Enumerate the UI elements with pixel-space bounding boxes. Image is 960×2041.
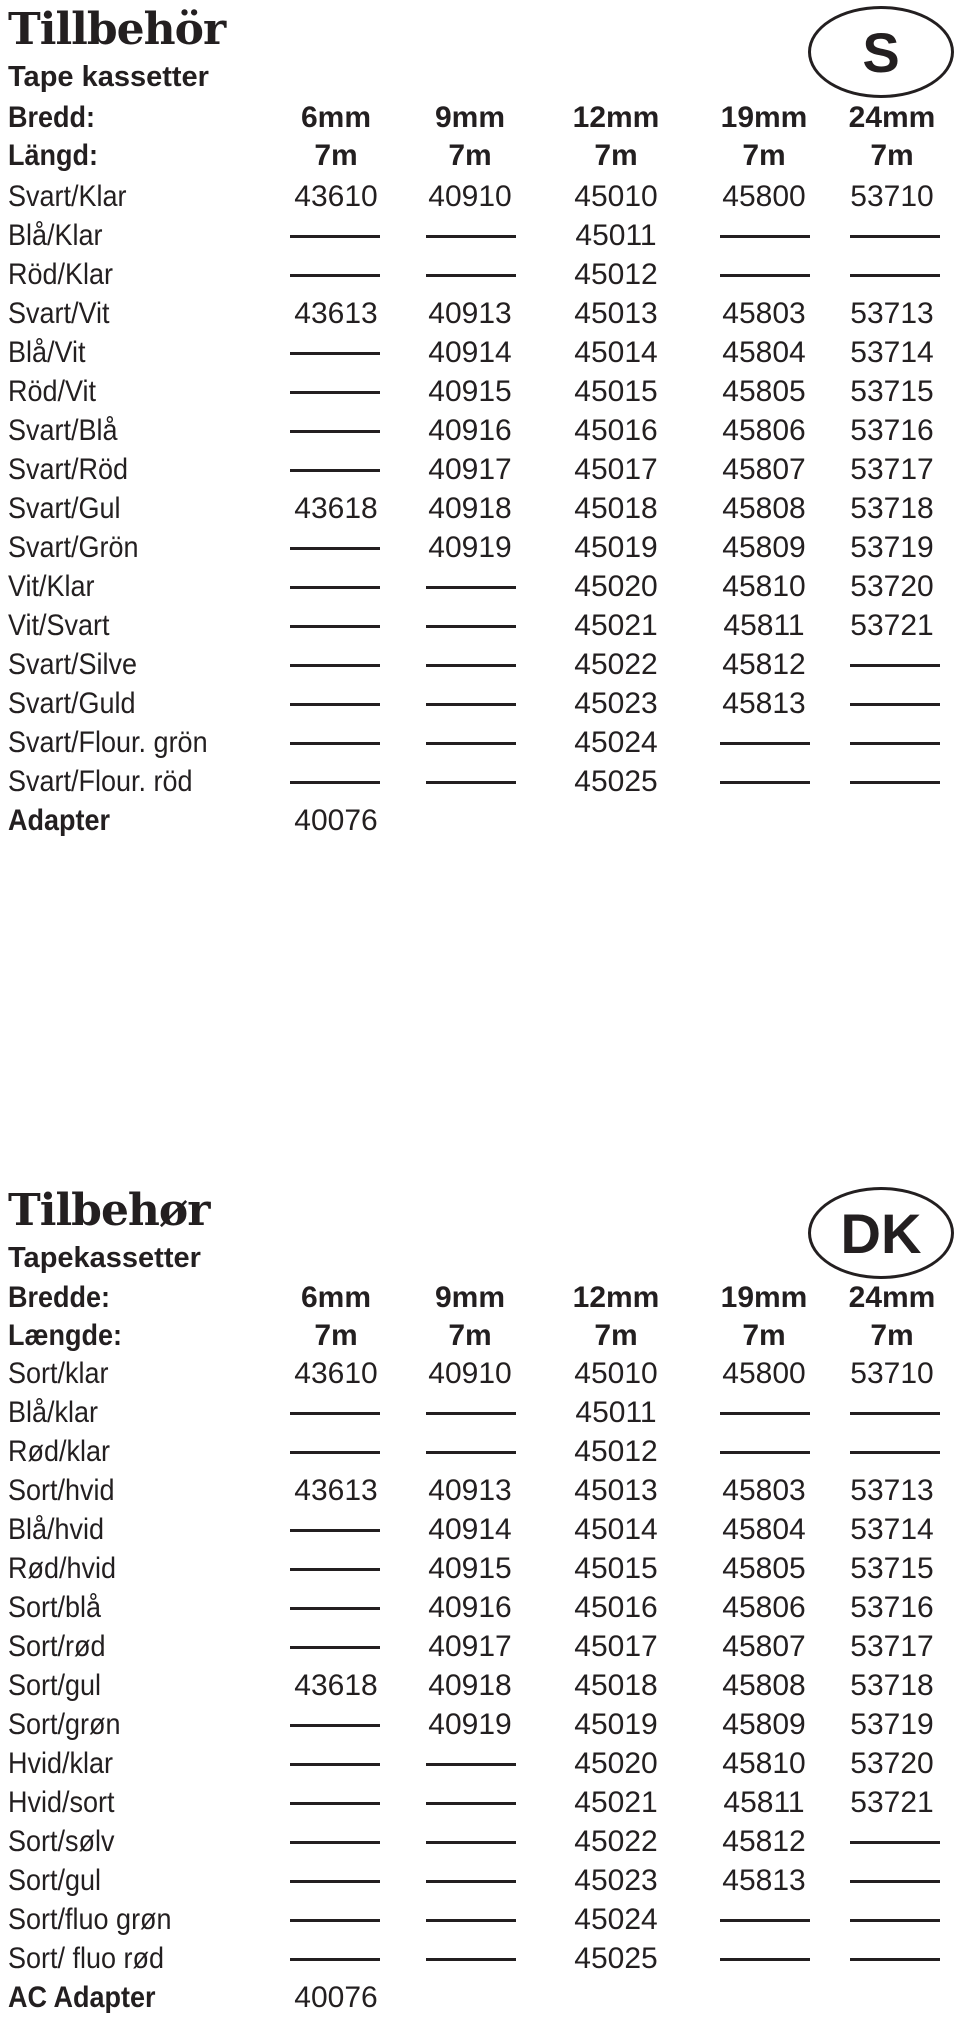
not-available-dash [290, 352, 380, 355]
not-available-dash [426, 586, 516, 589]
article-number: 53714 [850, 336, 934, 369]
article-number: 40917 [428, 453, 512, 486]
article-number: 45024 [574, 726, 658, 759]
article-number: 45022 [574, 648, 658, 681]
article-number: 40919 [428, 1708, 512, 1741]
article-number: 53720 [850, 1747, 934, 1780]
article-number: 53710 [850, 1357, 934, 1390]
color-label: Sort/ fluo rød [8, 1942, 165, 1975]
not-available-dash [720, 1412, 810, 1415]
article-number: 53713 [850, 297, 934, 330]
table-row [0, 1627, 960, 1666]
not-available-dash [290, 1841, 380, 1844]
article-number: 43618 [294, 1669, 378, 1702]
color-label: Rød/hvid [8, 1552, 117, 1585]
width-header-cell: 9mm [434, 101, 506, 134]
table-row [0, 1900, 960, 1939]
not-available-dash [426, 1802, 516, 1805]
article-number: 53721 [850, 1786, 934, 1819]
color-label: Vit/Klar [8, 570, 95, 603]
table-row [0, 1432, 960, 1471]
length-header-row [0, 1316, 960, 1355]
adapter-article-number: 40076 [294, 1981, 378, 2014]
not-available-dash [426, 625, 516, 628]
not-available-dash [850, 1919, 940, 1922]
not-available-dash [720, 1451, 810, 1454]
not-available-dash [290, 1919, 380, 1922]
article-number: 45024 [574, 1903, 658, 1936]
length-header-cell: 7m [742, 139, 786, 172]
article-number: 53716 [850, 414, 934, 447]
table-row [0, 333, 960, 372]
adapter-row [0, 1978, 960, 2017]
color-label: Sort/gul [8, 1669, 102, 1702]
article-number: 43613 [294, 1474, 378, 1507]
color-label: Sort/fluo grøn [8, 1903, 172, 1936]
table-row [0, 1393, 960, 1432]
not-available-dash [290, 1451, 380, 1454]
article-number: 40918 [428, 492, 512, 525]
article-number: 45810 [722, 570, 806, 603]
article-number: 45019 [574, 1708, 658, 1741]
article-number: 43618 [294, 492, 378, 525]
article-number: 45020 [574, 570, 658, 603]
not-available-dash [720, 781, 810, 784]
article-number: 40913 [428, 1474, 512, 1507]
article-number: 45022 [574, 1825, 658, 1858]
not-available-dash [290, 430, 380, 433]
color-label: Röd/Vit [8, 375, 97, 408]
article-number: 45812 [722, 1825, 806, 1858]
article-number: 40914 [428, 336, 512, 369]
not-available-dash [720, 1958, 810, 1961]
length-header-cell: 7m [594, 1319, 638, 1352]
not-available-dash [290, 547, 380, 550]
table-row [0, 372, 960, 411]
color-label: Röd/Klar [8, 258, 114, 291]
article-number: 45018 [574, 492, 658, 525]
article-number: 53720 [850, 570, 934, 603]
table-row [0, 762, 960, 801]
article-number: 40917 [428, 1630, 512, 1663]
table-row [0, 1861, 960, 1900]
length-header-cell: 7m [448, 1319, 492, 1352]
article-number: 45025 [574, 1942, 658, 1975]
country-code: DK [840, 1201, 922, 1265]
article-number: 45807 [722, 453, 806, 486]
color-label: Vit/Svart [8, 609, 110, 642]
not-available-dash [850, 742, 940, 745]
length-header-row [0, 136, 960, 175]
not-available-dash [426, 664, 516, 667]
table-row [0, 1549, 960, 1588]
not-available-dash [290, 1529, 380, 1532]
article-number: 53717 [850, 1630, 934, 1663]
not-available-dash [426, 781, 516, 784]
not-available-dash [290, 391, 380, 394]
article-number: 45019 [574, 531, 658, 564]
color-label: Sort/blå [8, 1591, 102, 1624]
not-available-dash [426, 1841, 516, 1844]
color-label: Svart/Guld [8, 687, 136, 720]
table-row [0, 1666, 960, 1705]
not-available-dash [426, 1763, 516, 1766]
article-number: 45812 [722, 648, 806, 681]
article-number: 45809 [722, 1708, 806, 1741]
length-header-cell: 7m [870, 1319, 914, 1352]
article-number: 45808 [722, 492, 806, 525]
not-available-dash [290, 1763, 380, 1766]
article-number: 53721 [850, 609, 934, 642]
article-number: 45020 [574, 1747, 658, 1780]
article-number: 45813 [722, 687, 806, 720]
article-number: 45021 [574, 609, 658, 642]
table-row [0, 567, 960, 606]
width-header-cell: 12mm [572, 1281, 660, 1314]
not-available-dash [426, 274, 516, 277]
article-number: 43610 [294, 1357, 378, 1390]
section-title: Tilbehør [8, 1185, 210, 1236]
article-number: 40916 [428, 1591, 512, 1624]
width-header-cell: 19mm [720, 1281, 808, 1314]
article-number: 45015 [574, 1552, 658, 1585]
not-available-dash [850, 781, 940, 784]
table-row [0, 1783, 960, 1822]
not-available-dash [290, 1880, 380, 1883]
article-number: 45811 [723, 1786, 805, 1819]
article-number: 45806 [722, 414, 806, 447]
not-available-dash [850, 235, 940, 238]
article-number: 45013 [574, 1474, 658, 1507]
width-header-cell: 6mm [300, 1281, 372, 1314]
article-number: 45809 [722, 531, 806, 564]
length-header-cell: 7m [314, 139, 358, 172]
article-number: 53710 [850, 180, 934, 213]
article-number: 45805 [722, 375, 806, 408]
article-number: 45800 [722, 1357, 806, 1390]
width-header-cell: 12mm [572, 101, 660, 134]
length-label: Længde: [8, 1319, 122, 1352]
article-number: 45813 [722, 1864, 806, 1897]
article-number: 45013 [574, 297, 658, 330]
color-label: Svart/Flour. röd [8, 765, 193, 798]
color-label: Blå/klar [8, 1396, 99, 1429]
not-available-dash [850, 1958, 940, 1961]
not-available-dash [850, 664, 940, 667]
not-available-dash [850, 1412, 940, 1415]
article-number: 53718 [850, 492, 934, 525]
color-label: Svart/Gul [8, 492, 121, 525]
article-number: 45805 [722, 1552, 806, 1585]
not-available-dash [850, 274, 940, 277]
adapter-article-number: 40076 [294, 804, 378, 837]
table-row [0, 411, 960, 450]
color-label: Rød/klar [8, 1435, 111, 1468]
length-header-cell: 7m [742, 1319, 786, 1352]
color-label: Sort/hvid [8, 1474, 115, 1507]
table-row [0, 450, 960, 489]
article-number: 53719 [850, 1708, 934, 1741]
color-label: Hvid/sort [8, 1786, 115, 1819]
table-row [0, 489, 960, 528]
article-number: 45808 [722, 1669, 806, 1702]
color-label: Svart/Klar [8, 180, 127, 213]
article-number: 45016 [574, 414, 658, 447]
article-number: 45804 [722, 1513, 806, 1546]
article-number: 53714 [850, 1513, 934, 1546]
not-available-dash [290, 781, 380, 784]
not-available-dash [426, 1958, 516, 1961]
not-available-dash [426, 703, 516, 706]
article-number: 40913 [428, 297, 512, 330]
article-number: 45016 [574, 1591, 658, 1624]
color-label: Sort/gul [8, 1864, 102, 1897]
color-label: Svart/Röd [8, 453, 129, 486]
length-header-cell: 7m [448, 139, 492, 172]
product-subtitle: Tapekassetter [8, 1242, 201, 1274]
article-number: 45810 [722, 1747, 806, 1780]
color-label: Hvid/klar [8, 1747, 114, 1780]
table-row [0, 645, 960, 684]
not-available-dash [290, 1802, 380, 1805]
article-number: 45023 [574, 687, 658, 720]
width-header-cell: 24mm [848, 1281, 936, 1314]
country-badge [808, 1187, 954, 1279]
not-available-dash [720, 1919, 810, 1922]
article-number: 45012 [574, 1435, 658, 1468]
article-number: 45011 [575, 1396, 657, 1429]
table-row [0, 1744, 960, 1783]
color-label: Blå/Vit [8, 336, 86, 369]
article-number: 43613 [294, 297, 378, 330]
article-number: 40915 [428, 1552, 512, 1585]
table-row [0, 1705, 960, 1744]
length-label: Längd: [8, 139, 98, 172]
article-number: 45011 [575, 219, 657, 252]
table-row [0, 528, 960, 567]
article-number: 53718 [850, 1669, 934, 1702]
article-number: 45807 [722, 1630, 806, 1663]
article-number: 40910 [428, 180, 512, 213]
not-available-dash [290, 1958, 380, 1961]
article-number: 45804 [722, 336, 806, 369]
color-label: Svart/Flour. grön [8, 726, 208, 759]
country-code: S [862, 20, 900, 84]
not-available-dash [426, 1451, 516, 1454]
table-row [0, 1939, 960, 1978]
width-header-cell: 6mm [300, 101, 372, 134]
article-number: 53715 [850, 1552, 934, 1585]
article-number: 45018 [574, 1669, 658, 1702]
article-number: 40916 [428, 414, 512, 447]
length-header-cell: 7m [314, 1319, 358, 1352]
article-number: 53713 [850, 1474, 934, 1507]
not-available-dash [290, 1412, 380, 1415]
table-row [0, 1510, 960, 1549]
table-row [0, 723, 960, 762]
width-header-row [0, 98, 960, 137]
table-row [0, 1588, 960, 1627]
article-number: 45012 [574, 258, 658, 291]
article-number: 40915 [428, 375, 512, 408]
article-number: 45017 [574, 453, 658, 486]
table-row [0, 1354, 960, 1393]
width-label: Bredde: [8, 1281, 111, 1314]
article-number: 45806 [722, 1591, 806, 1624]
table-row [0, 1822, 960, 1861]
product-subtitle: Tape kassetter [8, 61, 209, 93]
not-available-dash [290, 1568, 380, 1571]
table-row [0, 294, 960, 333]
table-row [0, 216, 960, 255]
article-number: 40910 [428, 1357, 512, 1390]
not-available-dash [426, 1412, 516, 1415]
table-row [0, 1471, 960, 1510]
not-available-dash [290, 625, 380, 628]
color-label: Svart/Vit [8, 297, 110, 330]
not-available-dash [720, 235, 810, 238]
not-available-dash [290, 703, 380, 706]
not-available-dash [720, 742, 810, 745]
width-label: Bredd: [8, 101, 96, 134]
color-label: Blå/Klar [8, 219, 103, 252]
length-header-cell: 7m [594, 139, 638, 172]
not-available-dash [290, 1646, 380, 1649]
not-available-dash [850, 1841, 940, 1844]
not-available-dash [720, 274, 810, 277]
width-header-cell: 24mm [848, 101, 936, 134]
not-available-dash [290, 274, 380, 277]
article-number: 53715 [850, 375, 934, 408]
color-label: Blå/hvid [8, 1513, 105, 1546]
table-row [0, 177, 960, 216]
not-available-dash [290, 742, 380, 745]
not-available-dash [290, 235, 380, 238]
color-label: Svart/Grön [8, 531, 139, 564]
length-header-cell: 7m [870, 139, 914, 172]
article-number: 45010 [574, 180, 658, 213]
adapter-row [0, 801, 960, 840]
article-number: 43610 [294, 180, 378, 213]
article-number: 45014 [574, 1513, 658, 1546]
article-number: 40919 [428, 531, 512, 564]
not-available-dash [426, 1880, 516, 1883]
article-number: 45803 [722, 1474, 806, 1507]
article-number: 45811 [723, 609, 805, 642]
adapter-label: Adapter [8, 804, 111, 837]
table-row [0, 255, 960, 294]
country-badge [808, 6, 954, 98]
not-available-dash [850, 1451, 940, 1454]
article-number: 45021 [574, 1786, 658, 1819]
adapter-label: AC Adapter [8, 1981, 156, 2014]
article-number: 40914 [428, 1513, 512, 1546]
article-number: 45803 [722, 297, 806, 330]
width-header-cell: 9mm [434, 1281, 506, 1314]
article-number: 53716 [850, 1591, 934, 1624]
color-label: Sort/klar [8, 1357, 109, 1390]
article-number: 45800 [722, 180, 806, 213]
color-label: Sort/grøn [8, 1708, 121, 1741]
color-label: Svart/Blå [8, 414, 118, 447]
article-number: 53719 [850, 531, 934, 564]
width-header-row [0, 1278, 960, 1317]
article-number: 45025 [574, 765, 658, 798]
not-available-dash [290, 1607, 380, 1610]
article-number: 45010 [574, 1357, 658, 1390]
not-available-dash [290, 586, 380, 589]
article-number: 40918 [428, 1669, 512, 1702]
article-number: 45017 [574, 1630, 658, 1663]
not-available-dash [426, 235, 516, 238]
not-available-dash [850, 703, 940, 706]
not-available-dash [850, 1880, 940, 1883]
width-header-cell: 19mm [720, 101, 808, 134]
section-title: Tillbehör [8, 4, 226, 55]
color-label: Svart/Silve [8, 648, 138, 681]
not-available-dash [290, 1724, 380, 1727]
article-number: 45023 [574, 1864, 658, 1897]
not-available-dash [426, 742, 516, 745]
not-available-dash [426, 1919, 516, 1922]
not-available-dash [290, 664, 380, 667]
table-row [0, 684, 960, 723]
not-available-dash [290, 469, 380, 472]
table-row [0, 606, 960, 645]
color-label: Sort/rød [8, 1630, 106, 1663]
article-number: 53717 [850, 453, 934, 486]
article-number: 45015 [574, 375, 658, 408]
color-label: Sort/sølv [8, 1825, 115, 1858]
article-number: 45014 [574, 336, 658, 369]
